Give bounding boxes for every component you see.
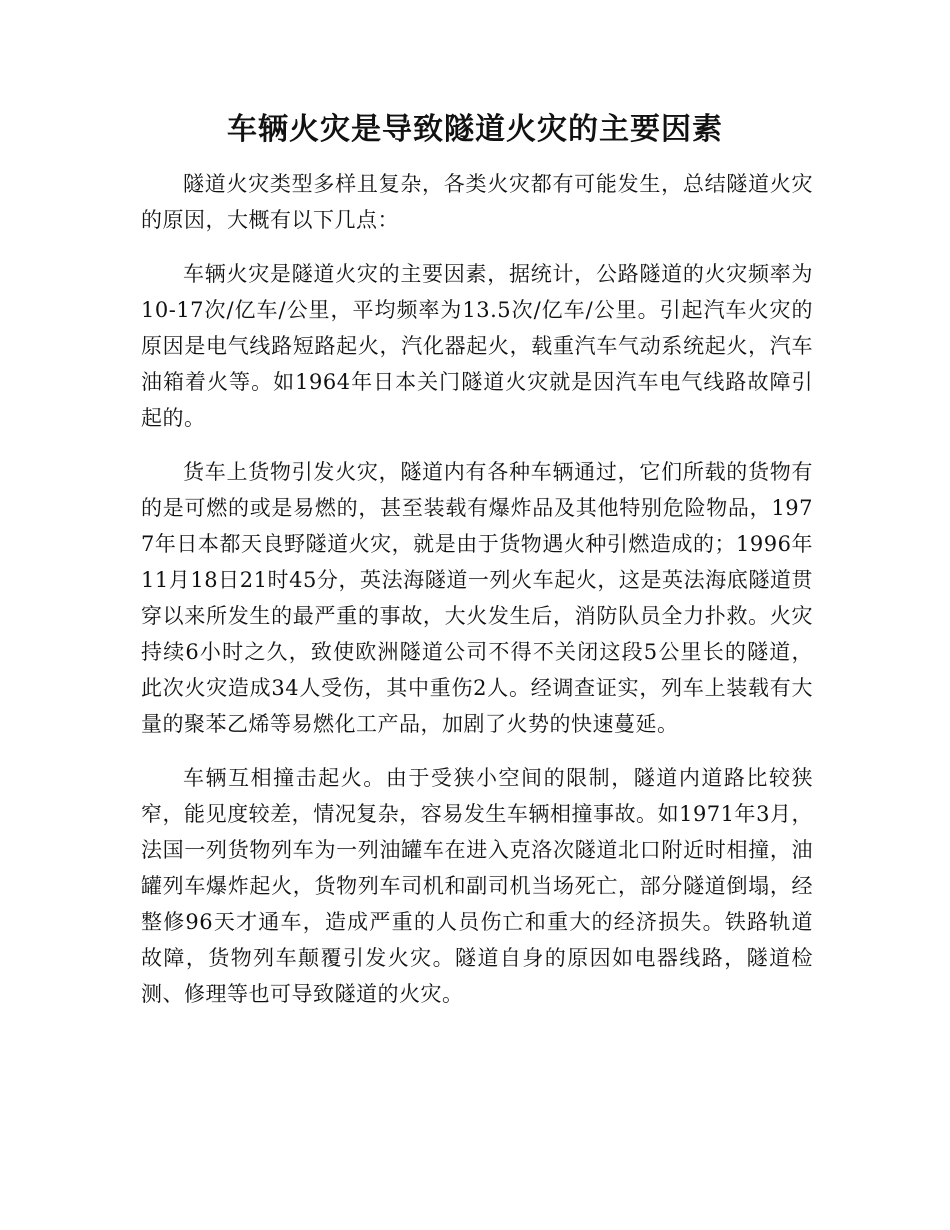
document-body — [141, 166, 813, 1030]
paragraph-collision-fire: 车辆互相撞击起火。由于受狭小空间的限制，隧道内道路比较狭窄，能见度较差，情况复杂，容易发生车辆相撞事故。如1971年3月，法国一列货物列车为一列油罐车在进入克洛次隧道北口附近时相撞，油罐列车爆炸起火，货物列车司机和副司机当场死亡，部分隧道倒塌，经整修96天才通车，造成严重的人员伤亡和重大的经济损失。铁路轨道故障，货物列车颠覆引发火灾。隧道自身的原因如电器线路，隧道检测、修理等也可导致隧道的火灾。 — [141, 766, 813, 1006]
document-title: 车辆火灾是导致隧道火灾的主要因素 — [227, 112, 723, 147]
paragraph-cargo-fire: 货车上货物引发火灾，隧道内有各种车辆通过，它们所载的货物有的是可燃的或是易燃的，甚至装载有爆炸品及其他特别危险物品，1977年日本都天良野隧道火灾，就是由于货物遇火种引燃造成的；1996年11月18日21时45分，英法海隧道一列火车起火，这是英法海底隧道贯穿以来所发生的最严重的事故，大火发生后，消防队员全力扑救。火灾持续6小时之久，致使欧洲隧道公司不得不关闭这段5公里长的隧道，此次火灾造成34人受伤，其中重伤2人。经调查证实，列车上装载有大量的聚苯乙烯等易燃化工产品，加剧了火势的快速蔓延。 — [141, 460, 813, 736]
paragraph-intro: 隧道火灾类型多样且复杂，各类火灾都有可能发生，总结隧道火灾的原因，大概有以下几点： — [141, 172, 813, 232]
paragraph-vehicle-fire: 车辆火灾是隧道火灾的主要因素，据统计，公路隧道的火灾频率为10-17次/亿车/公里，平均频率为13.5次/亿车/公里。引起汽车火灾的原因是电气线路短路起火，汽化器起火，载重汽车气动系统起火，汽车油箱着火等。如1964年日本关门隧道火灾就是因汽车电气线路故障引起的。 — [141, 262, 813, 430]
